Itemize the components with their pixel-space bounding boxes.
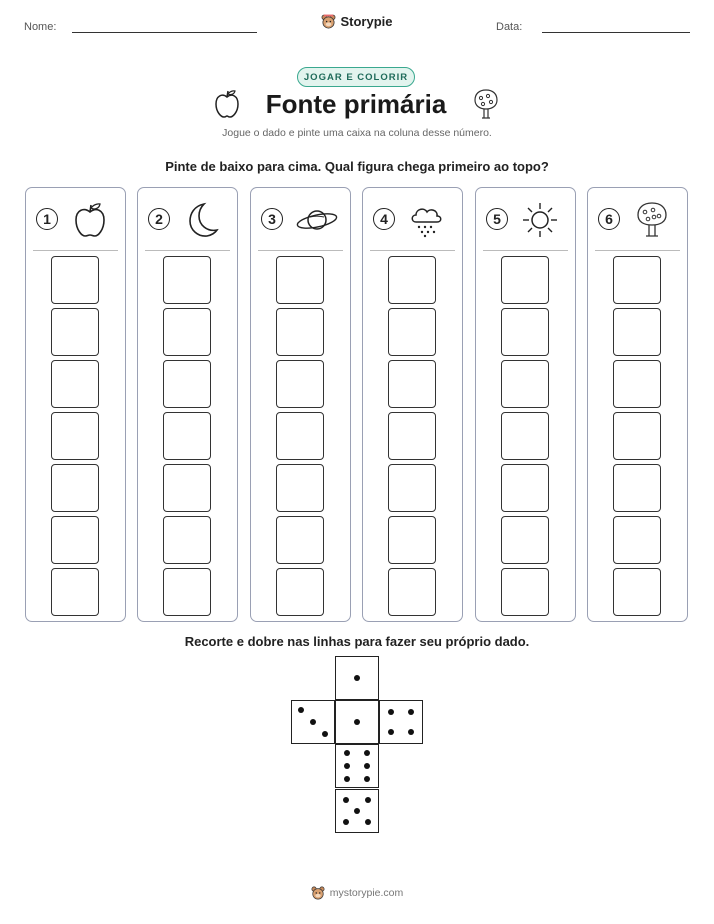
color-box[interactable] <box>163 464 211 512</box>
color-box[interactable] <box>388 516 436 564</box>
column-divider <box>595 250 680 251</box>
column-header <box>363 202 462 240</box>
color-box[interactable] <box>501 360 549 408</box>
footer-url: mystorypie.com <box>329 887 404 899</box>
brand-logo <box>0 14 714 29</box>
column-number: 1 <box>36 208 58 230</box>
column-2 <box>137 187 238 622</box>
die-face-3 <box>291 700 335 744</box>
color-box[interactable] <box>276 568 324 616</box>
title-row <box>0 88 714 120</box>
die-pip <box>408 709 414 715</box>
color-box[interactable] <box>613 412 661 460</box>
die-pip <box>364 750 370 756</box>
color-box[interactable] <box>501 256 549 304</box>
color-box[interactable] <box>501 516 549 564</box>
die-pip <box>344 763 350 769</box>
die-pip <box>364 763 370 769</box>
date-label: Data: <box>496 21 523 33</box>
color-box[interactable] <box>51 360 99 408</box>
die-instruction: Recorte e dobre nas linhas para fazer seu próprio dado. <box>184 634 530 649</box>
die-pip <box>365 819 371 825</box>
color-box[interactable] <box>388 256 436 304</box>
die-pip <box>408 729 414 735</box>
die-pip <box>310 719 316 725</box>
color-box[interactable] <box>613 360 661 408</box>
color-box[interactable] <box>388 308 436 356</box>
column-number: 2 <box>148 208 170 230</box>
die-pip <box>364 776 370 782</box>
die-pip <box>344 776 350 782</box>
color-box[interactable] <box>613 568 661 616</box>
color-box[interactable] <box>613 464 661 512</box>
column-header <box>476 202 575 240</box>
apple-icon <box>214 89 240 119</box>
die-pip <box>354 808 360 814</box>
color-box[interactable] <box>613 256 661 304</box>
column-number: 3 <box>261 208 283 230</box>
column-number: 4 <box>373 208 395 230</box>
die-pip <box>343 797 349 803</box>
die-face-6 <box>335 744 379 788</box>
color-box[interactable] <box>276 308 324 356</box>
color-box[interactable] <box>51 516 99 564</box>
die-pip <box>365 797 371 803</box>
die-pip <box>322 731 328 737</box>
column-header <box>588 202 687 240</box>
die-pip <box>354 675 360 681</box>
bear-logo-icon <box>311 886 325 900</box>
column-divider <box>145 250 230 251</box>
rain-cloud-icon <box>407 202 447 238</box>
die-pip <box>343 819 349 825</box>
color-box[interactable] <box>51 308 99 356</box>
page-title: Fonte primária <box>265 88 447 119</box>
color-box[interactable] <box>51 412 99 460</box>
coloring-instruction: Pinte de baixo para cima. Qual figura chega primeiro ao topo? <box>165 159 549 174</box>
name-label: Nome: <box>24 21 57 33</box>
color-box[interactable] <box>51 464 99 512</box>
color-box[interactable] <box>501 464 549 512</box>
color-box[interactable] <box>163 360 211 408</box>
die-pip <box>354 719 360 725</box>
color-box[interactable] <box>388 464 436 512</box>
name-line[interactable] <box>72 32 257 33</box>
column-header <box>26 202 125 240</box>
color-box[interactable] <box>501 412 549 460</box>
color-box[interactable] <box>388 568 436 616</box>
color-box[interactable] <box>51 256 99 304</box>
brand-name: Storypie <box>340 14 393 29</box>
die-pip <box>388 729 394 735</box>
die-pip <box>298 707 304 713</box>
color-box[interactable] <box>163 412 211 460</box>
column-divider <box>483 250 568 251</box>
column-number: 6 <box>598 208 620 230</box>
column-6 <box>587 187 688 622</box>
color-box[interactable] <box>276 516 324 564</box>
color-box[interactable] <box>276 464 324 512</box>
column-4 <box>362 187 463 622</box>
date-line[interactable] <box>542 32 690 33</box>
color-box[interactable] <box>501 308 549 356</box>
column-header <box>138 202 237 240</box>
column-divider <box>33 250 118 251</box>
bear-logo-icon <box>321 14 336 29</box>
column-number: 5 <box>486 208 508 230</box>
color-box[interactable] <box>613 308 661 356</box>
color-box[interactable] <box>613 516 661 564</box>
apple-tree-icon <box>632 202 672 238</box>
category-badge: JOGAR E COLORIR <box>297 67 415 87</box>
planet-icon <box>295 202 335 238</box>
color-box[interactable] <box>388 360 436 408</box>
column-5 <box>475 187 576 622</box>
color-box[interactable] <box>163 308 211 356</box>
footer <box>0 886 714 900</box>
color-box[interactable] <box>163 516 211 564</box>
sun-icon <box>520 202 560 238</box>
color-box[interactable] <box>276 360 324 408</box>
die-face-5 <box>335 789 379 833</box>
color-box[interactable] <box>501 568 549 616</box>
die-face-4 <box>379 700 423 744</box>
die-face-1 <box>335 700 379 744</box>
die-pip <box>344 750 350 756</box>
moon-icon <box>182 202 222 238</box>
apple-tree-icon <box>472 88 500 120</box>
subtitle: Jogue o dado e pinte uma caixa na coluna desse número. <box>222 127 492 139</box>
apple-icon <box>70 202 110 238</box>
color-box[interactable] <box>388 412 436 460</box>
color-box[interactable] <box>276 256 324 304</box>
column-1 <box>25 187 126 622</box>
color-box[interactable] <box>51 568 99 616</box>
column-divider <box>258 250 343 251</box>
die-face-1 <box>335 656 379 700</box>
color-box[interactable] <box>163 256 211 304</box>
die-pip <box>388 709 394 715</box>
column-divider <box>370 250 455 251</box>
column-3 <box>250 187 351 622</box>
color-box[interactable] <box>163 568 211 616</box>
column-header <box>251 202 350 240</box>
color-box[interactable] <box>276 412 324 460</box>
